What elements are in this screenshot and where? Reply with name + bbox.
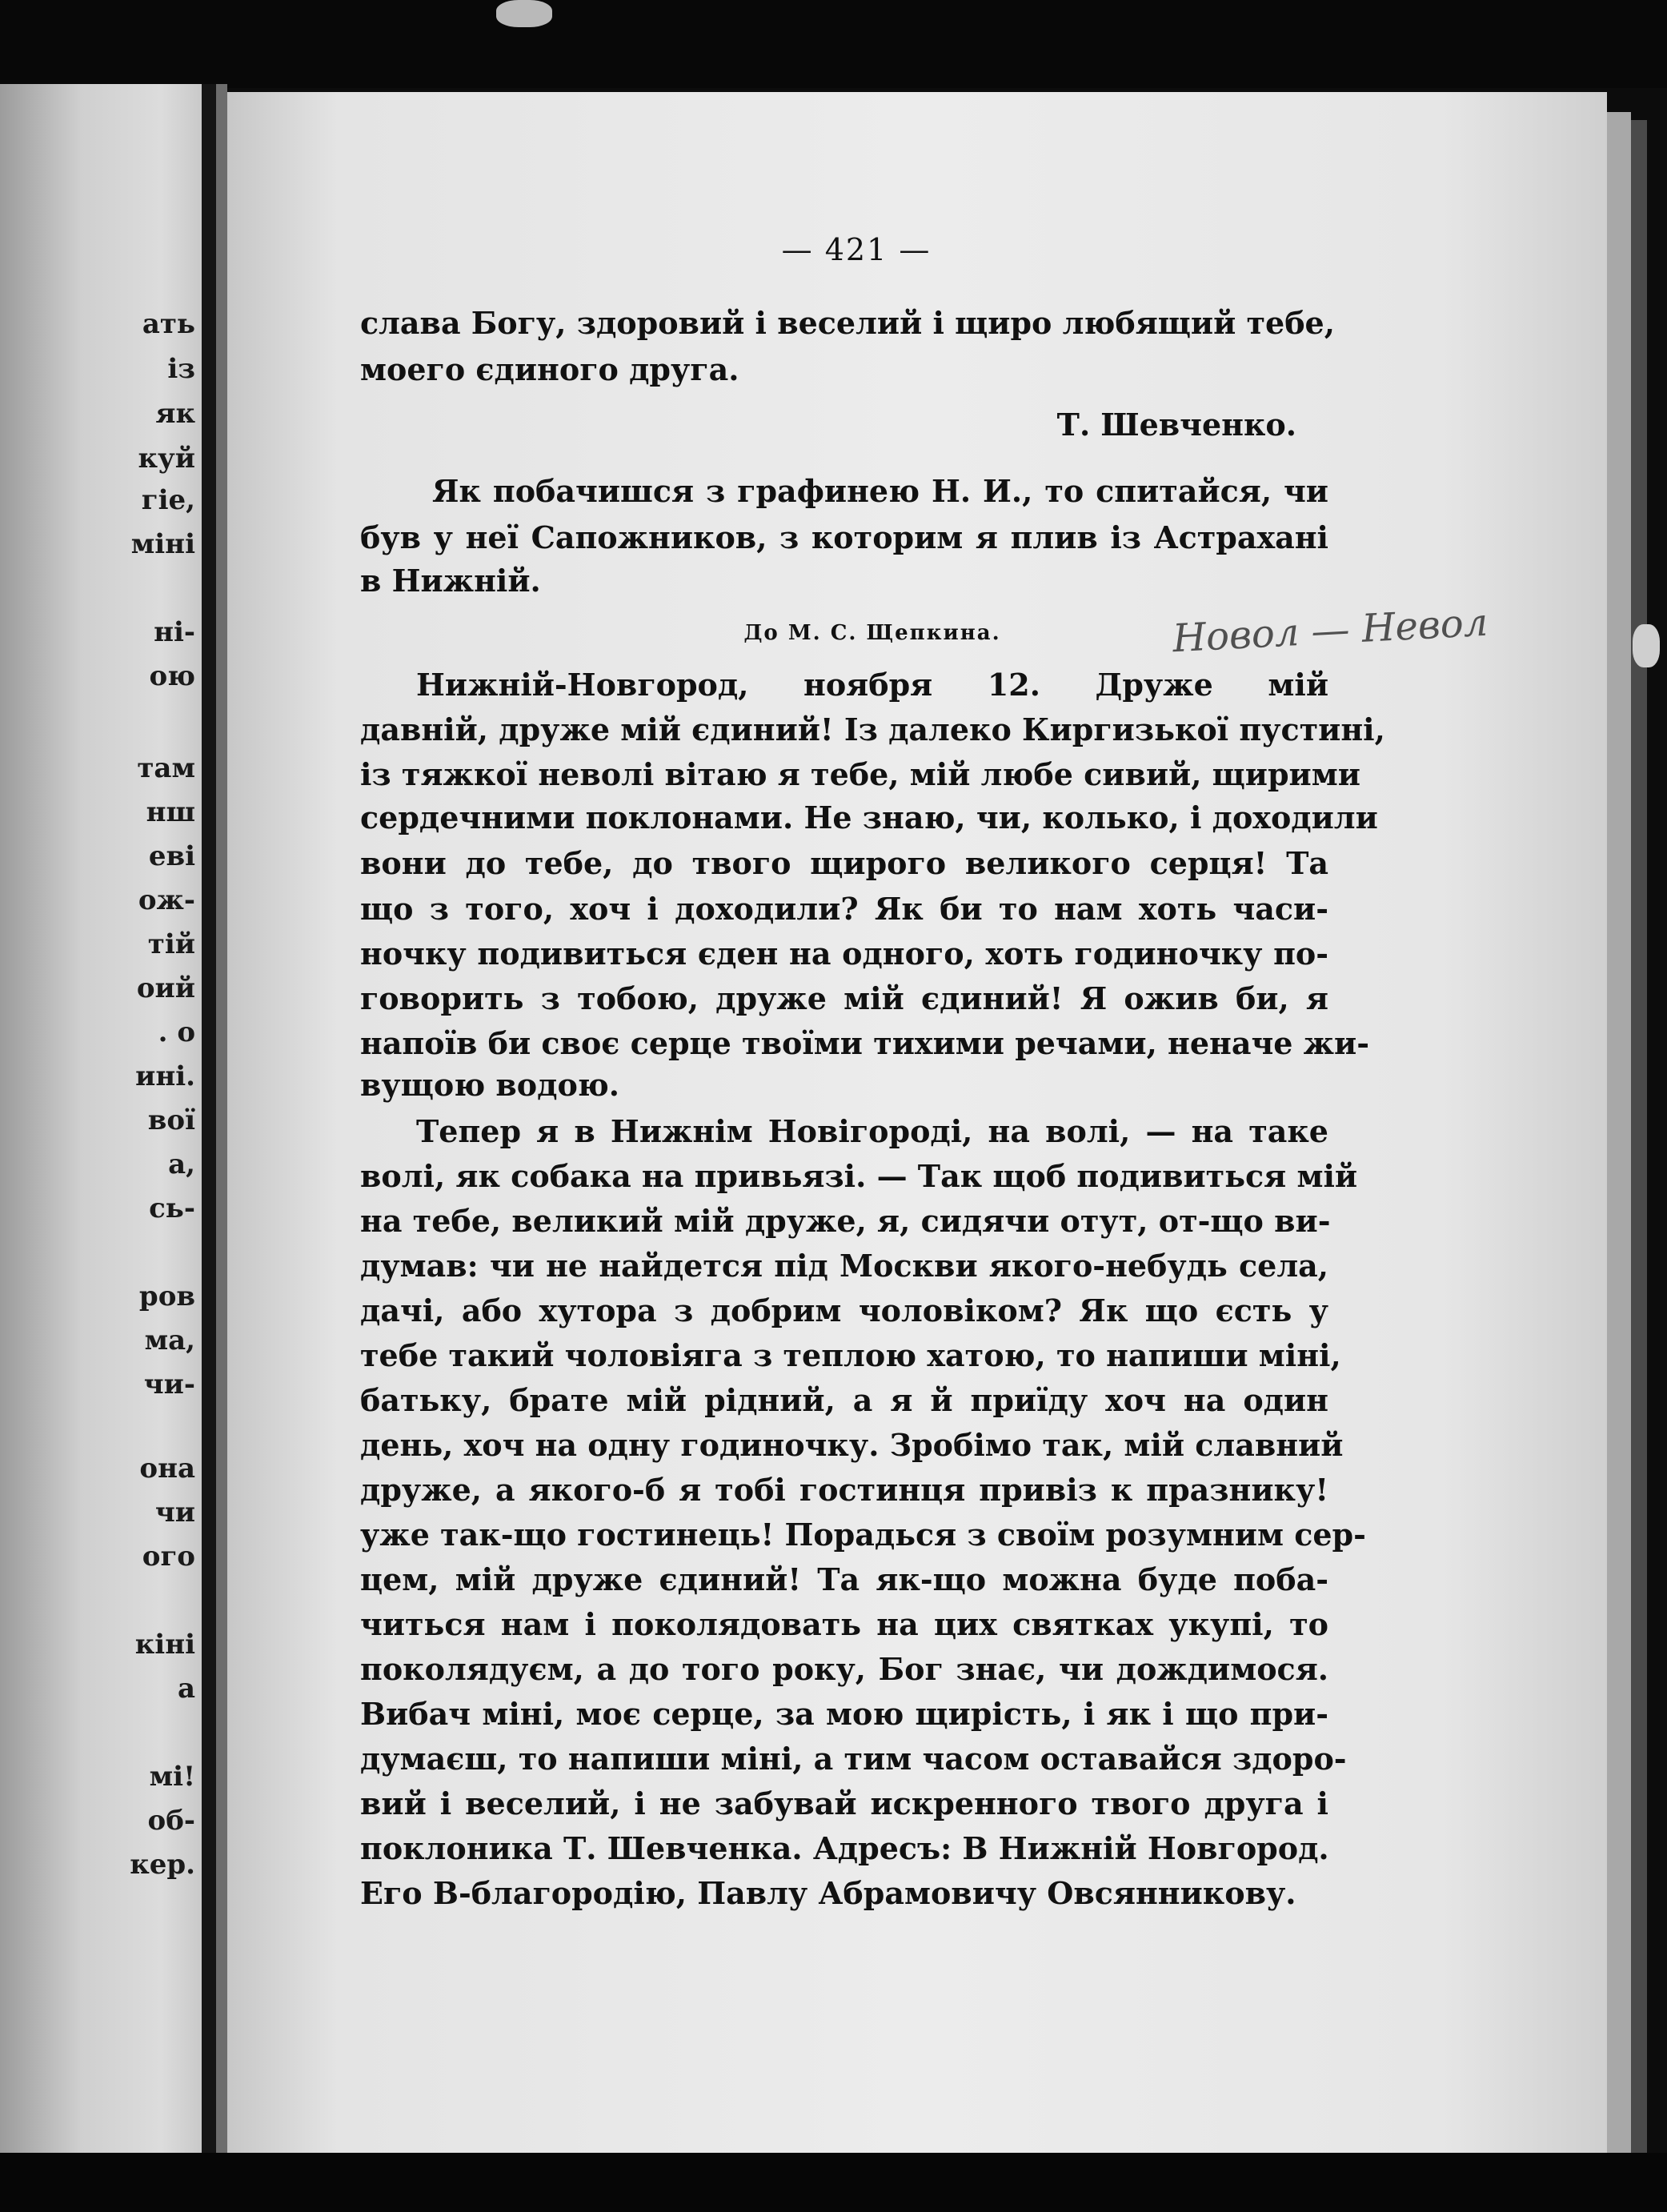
text-line: волі, як собака на привьязі. — Так щоб подивиться мій [360, 1158, 1358, 1194]
left-page-fragment: ож- [138, 884, 195, 916]
left-page-fragment: ров [138, 1280, 195, 1312]
text-line: день, хоч на одну годиночку. Зробімо так, мій славний [360, 1427, 1344, 1463]
handwritten-margin-note: Новол — Невол [1171, 599, 1489, 662]
text-line: слава Богу, здоровий і веселий і щиро любящий тебе, [360, 305, 1335, 341]
text-line: друже, а якого-б я тобі гостинця привіз к празнику! [360, 1472, 1328, 1508]
text-line: що з того, хоч і доходили? Як би то нам хоть часи- [360, 891, 1328, 927]
left-page-fragment: ині. [135, 1060, 195, 1092]
text-line: був у неї Сапожников, з которим я плив із Астрахані [360, 519, 1328, 555]
text-line: цем, мій друже єдиний! Та як-що можна буде поба- [360, 1561, 1328, 1597]
left-page-fragment: сь- [149, 1192, 195, 1224]
left-page-fragment: ою [149, 660, 195, 692]
text-line: давній, друже мій єдиний! Із далеко Киргизької пустині, [360, 711, 1385, 747]
text-line: сердечними поклонами. Не знаю, чи, колько, і доходили [360, 799, 1378, 836]
scan-bottom-border [0, 2153, 1667, 2212]
left-page-fragment: мі! [149, 1761, 195, 1793]
text-line: поклоника Т. Шевченка. Адресъ: В Нижній Новгород. [360, 1830, 1329, 1866]
text-line: поколядуєм, а до того року, Бог знає, чи дождимося. [360, 1651, 1328, 1687]
left-page [0, 84, 202, 2165]
ink-blot [496, 0, 552, 27]
left-page-fragment: она [139, 1453, 195, 1485]
text-line: батьку, брате мій рідний, а я й приїду хоч на один [360, 1382, 1328, 1418]
text-line: Як побачишся з графинею Н. И., то спитайся, чи [432, 473, 1328, 509]
text-line: в Нижній. [360, 563, 541, 599]
text-line: тебе такий чоловіяга з теплою хатою, то напиши міні, [360, 1337, 1341, 1373]
left-page-fragment: нш [146, 796, 195, 828]
page-edge [1607, 112, 1631, 2153]
book-gutter [202, 84, 216, 2165]
page-edge-shadow [1631, 120, 1647, 2153]
left-page-fragment: ма, [144, 1324, 195, 1356]
book-gutter-edge [216, 84, 227, 2165]
text-line: читься нам і поколядовать на цих святках укупі, то [360, 1606, 1328, 1642]
left-page-fragment: кер. [130, 1849, 195, 1881]
left-page-fragment: як [155, 398, 195, 430]
letter-heading: До М. С. Щепкина. [743, 621, 1001, 645]
text-line: вони до тебе, до твого щирого великого серця! Та [360, 845, 1328, 881]
text-line: ночку подивиться єден на одного, хоть годиночку по- [360, 936, 1328, 972]
left-page-fragment: ого [142, 1541, 195, 1573]
left-page-fragment: об- [147, 1805, 195, 1837]
text-line: говорить з тобою, друже мій єдиний! Я ожив би, я [360, 980, 1328, 1016]
text-line: думав: чи не найдется під Москви якого-небудь села, [360, 1248, 1328, 1284]
left-page-fragment: куй [138, 443, 195, 475]
text-line: із тяжкої неволі вітаю я тебе, мій любе сивий, щирими [360, 756, 1360, 792]
left-page-fragment: із [167, 353, 195, 385]
left-page-fragment: а, [168, 1148, 195, 1180]
signature: Т. Шевченко. [1056, 407, 1296, 443]
left-page-fragment: ні- [154, 616, 195, 648]
left-page-fragment: оий [136, 972, 195, 1004]
text-line: вущою водою. [360, 1067, 620, 1103]
left-page-fragment: там [137, 752, 195, 784]
letter-opening: Нижній-Новгород, ноября 12. Друже мій [416, 667, 1328, 703]
scan-top-border [0, 0, 1667, 88]
text-line: напоїв би своє серце твоїми тихими речами, неначе жи- [360, 1025, 1369, 1061]
left-page-fragment: а [177, 1673, 195, 1705]
text-line: думаєш, то напиши міні, а тим часом оставайся здоро- [360, 1741, 1347, 1777]
text-line: уже так-що гостинець! Порадься з своїм розумним сер- [360, 1517, 1366, 1553]
left-page-fragment: кіні [134, 1629, 195, 1661]
text-line: моего єдиного друга. [360, 351, 739, 387]
left-page-fragment: гіе, [141, 484, 195, 516]
left-page-fragment: чи- [143, 1368, 195, 1401]
left-page-fragment: вої [147, 1104, 195, 1136]
text-line: на тебе, великий мій друже, я, сидячи отут, от-що ви- [360, 1203, 1331, 1239]
left-page-fragment: тій [147, 928, 195, 960]
edge-mark [1633, 624, 1660, 667]
left-page-fragment: міні [130, 528, 195, 560]
left-page-fragment: ать [142, 308, 195, 340]
text-line: Тепер я в Нижнім Новігороді, на волі, — на таке [416, 1113, 1328, 1149]
left-page-fragment: еві [148, 840, 195, 872]
text-line: Вибач міні, моє серце, за мою щирість, і як і що при- [360, 1696, 1328, 1732]
left-page-fragment: чи [154, 1497, 195, 1529]
left-page-fragment: . о [158, 1016, 195, 1048]
page-number: — 421 — [781, 232, 932, 267]
text-line: дачі, або хутора з добрим чоловіком? Як що єсть у [360, 1292, 1328, 1328]
text-line: вий і веселий, і не забувай искренного твого друга і [360, 1785, 1328, 1821]
address-line: Его В-благородію, Павлу Абрамовичу Овсянникову. [360, 1875, 1296, 1911]
